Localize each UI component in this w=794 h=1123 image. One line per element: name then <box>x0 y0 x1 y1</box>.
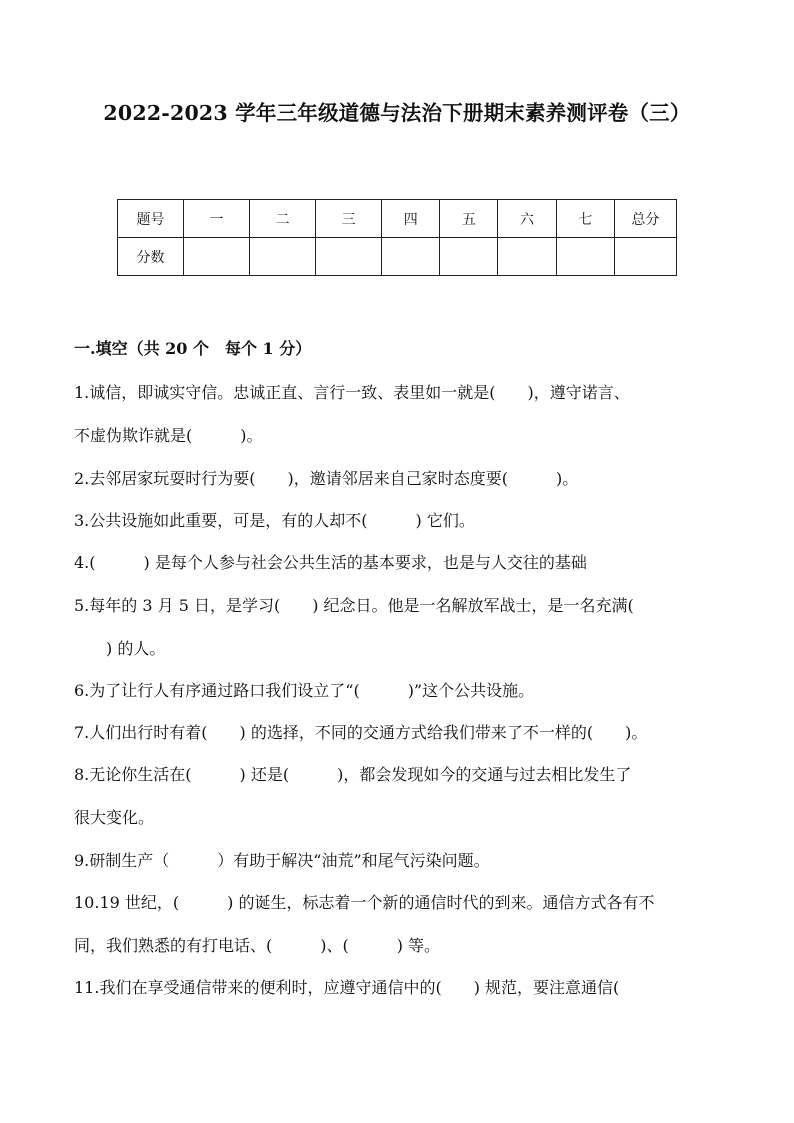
question-line: 同，我们熟悉的有打电话、( )、( ) 等。 <box>74 936 441 955</box>
score-table-header-cell: 六 <box>498 200 556 238</box>
score-cell[interactable] <box>316 238 382 276</box>
score-cell[interactable] <box>440 238 498 276</box>
score-table-header-cell: 总分 <box>614 200 676 238</box>
score-table-score-row <box>118 238 677 276</box>
question-line: 7.人们出行时有着( ) 的选择，不同的交通方式给我们带来了不一样的( )。 <box>74 723 648 742</box>
question-line: 2.去邻居家玩耍时行为要( )，邀请邻居来自己家时态度要( )。 <box>74 469 579 488</box>
score-cell[interactable] <box>382 238 440 276</box>
score-table-header-cell: 题号 <box>118 200 184 238</box>
score-cell[interactable] <box>250 238 316 276</box>
score-table-header-cell: 二 <box>250 200 316 238</box>
question-line: 9.研制生产（ ）有助于解决“油荒”和尾气污染问题。 <box>74 851 490 870</box>
section-heading: 一.填空（共 20 个 每个 1 分） <box>74 339 312 358</box>
question-line: 不虚伪欺诈就是( )。 <box>74 426 263 445</box>
question-line: 很大变化。 <box>74 808 155 827</box>
score-cell[interactable] <box>556 238 614 276</box>
question-line: 5.每年的 3 月 5 日，是学习( ) 纪念日。他是一名解放军战士，是一名充满( <box>74 596 634 615</box>
question-line: 11.我们在享受通信带来的便利时，应遵守通信中的( ) 规范，要注意通信( <box>74 978 620 997</box>
score-table-header-cell: 一 <box>184 200 250 238</box>
score-cell[interactable] <box>614 238 676 276</box>
question-line: 10.19 世纪，( ) 的诞生，标志着一个新的通信时代的到来。通信方式各有不 <box>74 893 655 912</box>
question-line: 4.( ) 是每个人参与社会公共生活的基本要求，也是与人交往的基础 <box>74 553 587 572</box>
score-table-header-cell: 七 <box>556 200 614 238</box>
score-row-label: 分数 <box>118 238 184 276</box>
score-table-header-row <box>118 200 677 238</box>
score-table-header-cell: 五 <box>440 200 498 238</box>
score-cell[interactable] <box>498 238 556 276</box>
question-line: ) 的人。 <box>74 639 166 658</box>
page-title: 2022-2023 学年三年级道德与法治下册期末素养测评卷（三） <box>103 101 691 125</box>
question-line: 3.公共设施如此重要，可是，有的人却不( ) 它们。 <box>74 511 475 530</box>
question-line: 6.为了让行人有序通过路口我们设立了“( )”这个公共设施。 <box>74 681 535 700</box>
score-table <box>117 199 677 276</box>
score-table-header-cell: 四 <box>382 200 440 238</box>
score-table-header-cell: 三 <box>316 200 382 238</box>
question-line: 8.无论你生活在( ) 还是( )，都会发现如今的交通与过去相比发生了 <box>74 765 632 784</box>
score-cell[interactable] <box>184 238 250 276</box>
question-line: 1.诚信，即诚实守信。忠诚正直、言行一致、表里如一就是( )，遵守诺言、 <box>74 383 630 402</box>
